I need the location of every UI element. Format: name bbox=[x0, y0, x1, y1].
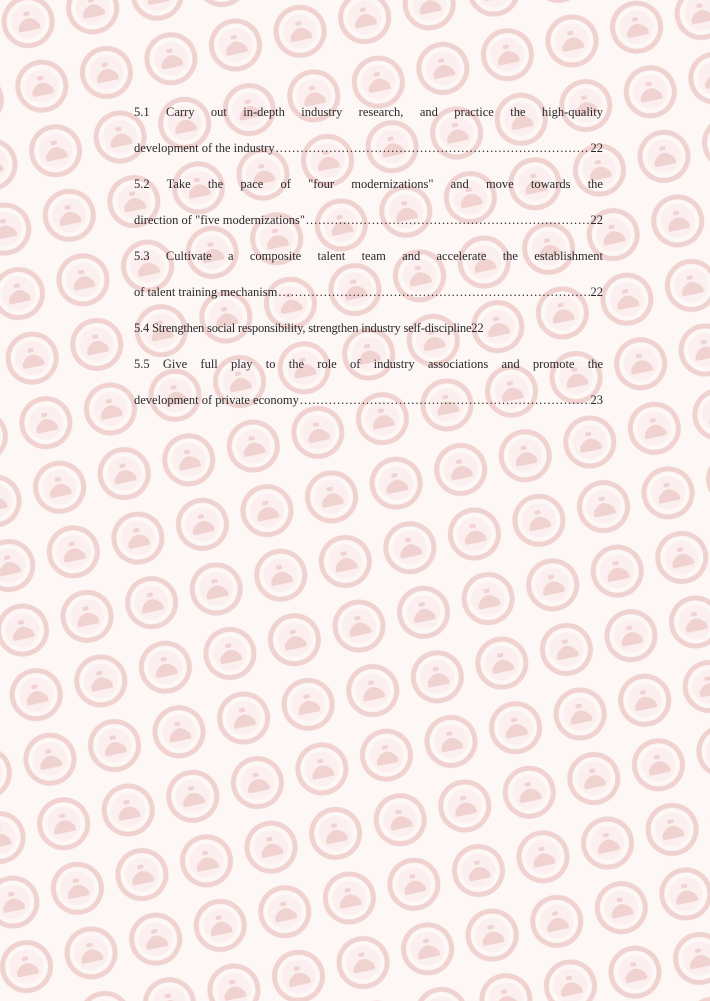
dot-leader bbox=[306, 202, 590, 238]
toc-entry-5-3-line-1[interactable] bbox=[134, 238, 603, 274]
toc-entry-5-2-line-1[interactable] bbox=[134, 166, 603, 202]
toc-entry-text: 5.1 Carry out in-depth industry research, and practice the high-quality bbox=[134, 105, 603, 119]
toc-entry-text: development of private economy bbox=[134, 393, 299, 407]
toc-page-number: 23 bbox=[590, 393, 603, 407]
toc-entry-text: direction of "five modernizations" bbox=[134, 213, 305, 227]
toc-entry-text: development of the industry bbox=[134, 141, 275, 155]
toc-page-number: 22 bbox=[590, 285, 603, 299]
dot-leader bbox=[278, 274, 589, 310]
toc-entry-5-3-line-2[interactable] bbox=[134, 274, 603, 310]
toc-entry-text: 5.4 Strengthen social responsibility, strengthen industry self-discipline22 bbox=[134, 321, 484, 335]
dot-leader bbox=[276, 130, 590, 166]
toc-page-number: 22 bbox=[590, 213, 603, 227]
toc-entry-text: 5.5 Give full play to the role of industry associations and promote the bbox=[134, 357, 603, 371]
toc-entry-5-4[interactable] bbox=[134, 310, 603, 346]
dot-leader bbox=[300, 382, 590, 418]
toc-entry-5-5-line-1[interactable] bbox=[134, 346, 603, 382]
table-of-contents bbox=[134, 94, 603, 418]
toc-page-number: 22 bbox=[590, 141, 603, 155]
toc-entry-5-2-line-2[interactable] bbox=[134, 202, 603, 238]
toc-entry-5-1-line-2[interactable] bbox=[134, 130, 603, 166]
toc-entry-text: of talent training mechanism bbox=[134, 285, 278, 299]
toc-entry-5-5-line-2[interactable] bbox=[134, 382, 603, 418]
toc-entry-text: 5.3 Cultivate a composite talent team and accelerate the establishment bbox=[134, 249, 603, 263]
toc-entry-text: 5.2 Take the pace of "four modernizations" and move towards the bbox=[134, 177, 603, 191]
toc-entry-5-1-line-1[interactable] bbox=[134, 94, 603, 130]
